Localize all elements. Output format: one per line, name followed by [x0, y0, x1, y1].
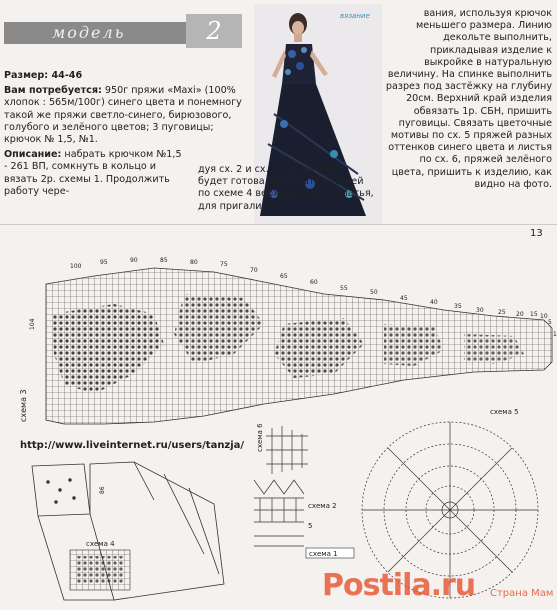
- row-label-25: 25: [498, 309, 506, 316]
- size-line: [4, 70, 242, 82]
- schema-1-label: схема 1: [309, 550, 338, 558]
- row-label-5: 5: [548, 319, 552, 326]
- row-label-1: 1: [553, 331, 557, 338]
- row-label-65: 65: [280, 273, 288, 280]
- size-label: Размер: 44-46: [4, 70, 83, 81]
- page-number: 13: [530, 228, 543, 239]
- source-url: http://www.liveinternet.ru/users/tanzja/: [20, 440, 245, 451]
- model-number: 2: [206, 17, 222, 45]
- row-label-85: 85: [160, 257, 168, 264]
- schema-number-5: 5: [308, 522, 313, 530]
- row-label-50: 50: [370, 289, 378, 296]
- row-label-75: 75: [220, 261, 228, 268]
- page-divider: [0, 224, 557, 225]
- schema-2-label: схема 2: [308, 502, 337, 510]
- row-label-40: 40: [430, 299, 438, 306]
- model-number-box: [186, 14, 242, 48]
- schema-3-chart: [46, 268, 552, 424]
- schema-3-label: схема 3: [19, 389, 28, 422]
- row-label-35: 35: [454, 303, 462, 310]
- row-label-60: 60: [310, 279, 318, 286]
- skirt-number-86: 86: [99, 486, 106, 494]
- materials-paragraph: [4, 85, 242, 146]
- description-paragraph: [4, 149, 184, 198]
- schema-4-chart: [70, 550, 130, 590]
- crochet-diagrams: [4, 254, 557, 610]
- row-label-100: 100: [70, 263, 82, 270]
- schema-4-label: схема 4: [86, 540, 115, 548]
- row-label-95: 95: [100, 259, 108, 266]
- row-label-80: 80: [190, 259, 198, 266]
- materials-text: 950г пряжи «Maxi» (100% хлопок : 565м/100г) синего цвета и понемногу такой же пряжи светло-синего, бирюзового, голубого и зелёного цветов; 3 пуговицы; крючок № 1,5, №1.: [4, 85, 242, 146]
- description-text: набрать крючком №1,5 - 261 ВП, сомкнуть в кольцо и вязать 2р. схемы 1. Продолжить работу чере-: [4, 149, 182, 197]
- materials-label: Вам потребуется:: [4, 85, 102, 97]
- schema-6-chart: [266, 426, 308, 474]
- row-label-90: 90: [130, 257, 138, 264]
- model-label: модель: [52, 23, 126, 42]
- photo-logo: вязание: [340, 12, 370, 20]
- model-header: [4, 8, 242, 54]
- row-label-30: 30: [476, 307, 484, 314]
- schema-2-chart: [254, 480, 304, 546]
- schema-5-label: схема 5: [490, 408, 519, 416]
- row-label-45: 45: [400, 295, 408, 302]
- middle-text-column: дуя сх. 2 и сх. 3. Когда юбка будет готова надвязать над ней по схеме 4 верхнюю часть платья, для пригали-: [198, 164, 374, 212]
- row-label-104: 104: [29, 318, 36, 330]
- row-label-70: 70: [250, 267, 258, 274]
- row-label-15: 15: [530, 311, 538, 318]
- row-label-10: 10: [540, 313, 548, 320]
- schema-6-label: схема 6: [256, 423, 264, 452]
- row-label-20: 20: [516, 311, 524, 318]
- watermark-logo: Postila.ru: [322, 568, 476, 603]
- row-label-55: 55: [340, 285, 348, 292]
- description-label: Описание:: [4, 149, 62, 161]
- right-text-column: вания, используя крючок меньшего размера. Линию декольте выполнить, прикладывая изделие к выкройке в натуральную величину. На спинке выполнить разрез под застёжку на глубину 20см. Верхний край изделия обвязать 1р. СБН, пришить пуговицы. Связать цветочные мотивы по сх. 5 пряжей разных оттенков синего цвета и листья по сх. 6, пряжей зелёного цвета, пришить к изделию, как видно на фото.: [385, 8, 552, 190]
- watermark-subtext: Страна Мам: [490, 588, 554, 599]
